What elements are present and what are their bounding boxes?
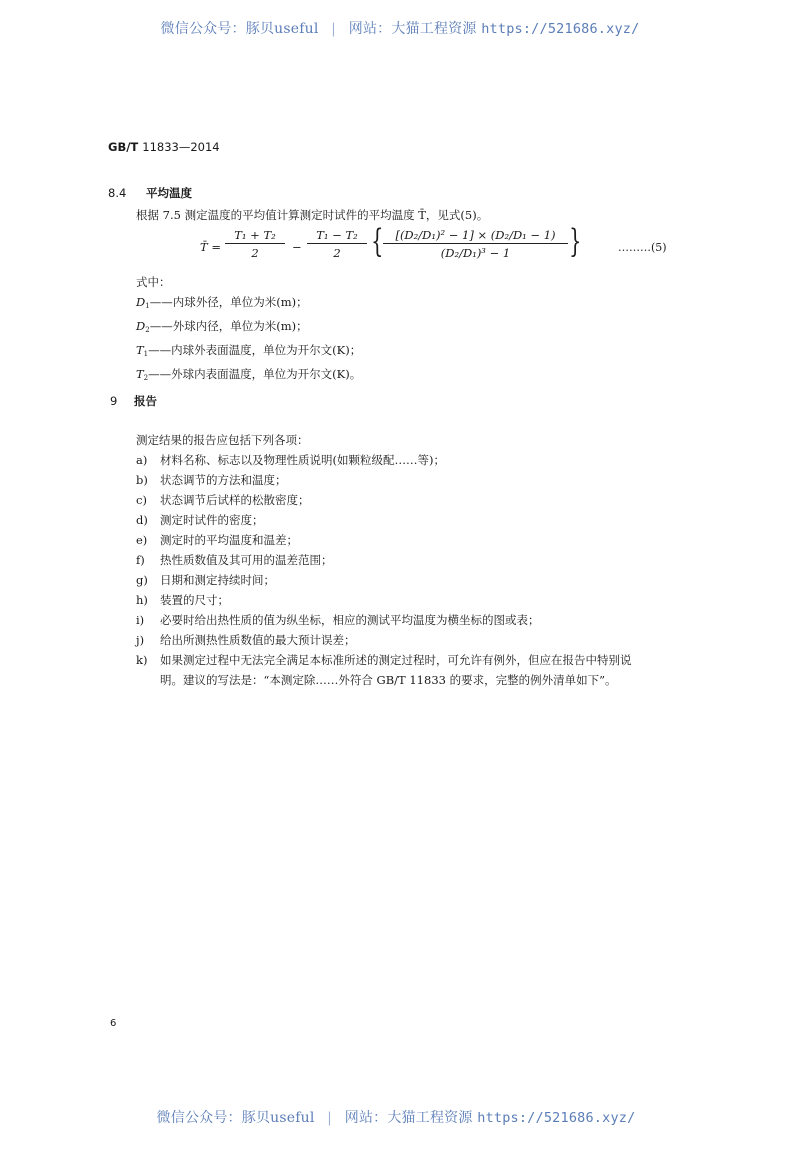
item-text: 必要时给出热性质的值为纵坐标，相应的测试平均温度为横坐标的图或表； [160, 613, 540, 627]
right-brace: } [569, 222, 582, 260]
item-label: i) [136, 613, 145, 627]
item-text: 热性质数值及其可用的温差范围； [160, 553, 333, 567]
item-label: c) [136, 493, 147, 507]
section-9-heading [110, 393, 157, 409]
watermark-url[interactable]: https://521686.xyz/ [477, 1110, 636, 1126]
list-item [136, 610, 632, 630]
list-item [136, 550, 632, 570]
watermark-site: 网站：大猫工程资源 [344, 1110, 473, 1126]
item-text: 给出所测热性质数值的最大预计误差； [160, 633, 356, 647]
item-text: 装置的尺寸； [160, 593, 229, 607]
watermark-site: 网站：大猫工程资源 [348, 21, 477, 37]
def-symbol: D [136, 319, 146, 333]
list-item [136, 450, 632, 470]
definition-d2 [136, 316, 361, 340]
standard-code [108, 140, 220, 154]
item-label: f) [136, 553, 145, 567]
def-dash: —— [149, 319, 173, 333]
item-text: 材料名称、标志以及物理性质说明(如颗粒级配……等)； [160, 453, 445, 467]
section-9-intro: 测定结果的报告应包括下列各项： [136, 433, 309, 447]
def-symbol: D [136, 295, 146, 309]
def-subscript: 1 [145, 302, 150, 310]
item-label: e) [136, 533, 148, 547]
term2-numerator: T₁ − T₂ [307, 228, 367, 244]
brace-numerator: [(D₂/D₁)² − 1] × (D₂/D₁ − 1) [395, 228, 556, 242]
formula-term1 [225, 228, 285, 260]
item-label: d) [136, 513, 148, 527]
list-item [136, 570, 632, 590]
list-item [136, 630, 632, 650]
definitions-list [136, 292, 361, 388]
term2-denominator: 2 [333, 246, 341, 260]
watermark-bottom [0, 1107, 796, 1127]
def-dash: —— [149, 295, 173, 309]
item-text: 状态调节的方法和温度； [160, 473, 287, 487]
item-text: 日期和测定持续时间； [160, 573, 275, 587]
formula-minus: − [292, 240, 302, 254]
definition-t2 [136, 364, 361, 388]
item-label: a) [136, 453, 148, 467]
report-items-list [136, 450, 632, 690]
standard-code-prefix: GB/T [108, 140, 139, 154]
formula-lhs: T̄ = [200, 240, 221, 254]
where-label: 式中： [136, 275, 171, 289]
left-brace: { [371, 222, 384, 260]
def-dash: —— [148, 367, 172, 381]
watermark-top [0, 18, 800, 38]
item-label: h) [136, 593, 148, 607]
list-item [136, 650, 632, 670]
list-item [136, 510, 632, 530]
section-number: 9 [110, 394, 118, 408]
formula-term2 [307, 228, 367, 260]
item-label: k) [136, 653, 148, 667]
formula-brace-fraction [383, 228, 568, 260]
def-symbol: T [136, 367, 144, 381]
watermark-separator: | [327, 1110, 333, 1126]
def-dash: —— [148, 343, 172, 357]
term1-numerator: T₁ + T₂ [225, 228, 285, 244]
definition-d1 [136, 292, 361, 316]
def-text: 内球外表面温度，单位为开尔文(K)； [171, 343, 362, 357]
formula-5 [195, 222, 695, 270]
brace-denominator: (D₂/D₁)³ − 1 [440, 246, 511, 260]
list-item-continuation [136, 670, 632, 690]
list-item [136, 490, 632, 510]
page-number: 6 [110, 1018, 117, 1029]
section-title: 平均温度 [146, 186, 193, 200]
section-8-4-intro: 根据 7.5 测定温度的平均值计算测定时试件的平均温度 T̄，见式(5)。 [136, 208, 489, 222]
item-text: 如果测定过程中无法完全满足本标准所述的测定过程时，可允许有例外，但应在报告中特别说 [160, 653, 632, 667]
list-item [136, 530, 632, 550]
def-subscript: 2 [145, 326, 150, 334]
equation-number: ………(5) [618, 241, 667, 254]
list-item [136, 590, 632, 610]
term1-denominator: 2 [251, 246, 259, 260]
item-text: 测定时试件的密度； [160, 513, 264, 527]
watermark-url[interactable]: https://521686.xyz/ [481, 21, 640, 37]
item-text: 状态调节后试样的松散密度； [160, 493, 310, 507]
section-number: 8.4 [108, 186, 127, 200]
watermark-wechat: 微信公众号：豚贝useful [156, 1110, 315, 1126]
def-text: 外球内表面温度，单位为开尔文(K)。 [171, 367, 362, 381]
definition-t1 [136, 340, 361, 364]
watermark-wechat: 微信公众号：豚贝useful [160, 21, 319, 37]
standard-code-number: 11833—2014 [142, 140, 220, 154]
section-8-4-heading [108, 185, 192, 201]
item-label: g) [136, 573, 148, 587]
item-label: b) [136, 473, 148, 487]
list-item [136, 470, 632, 490]
item-text-continuation: 明。建议的写法是：“本测定除……外符合 GB/T 11833 的要求，完整的例外清单如下”。 [160, 673, 617, 687]
def-subscript: 1 [143, 350, 149, 358]
def-text: 内球外径，单位为米(m)； [172, 295, 308, 309]
item-text: 测定时的平均温度和温差； [160, 533, 298, 547]
item-label: j) [136, 633, 145, 647]
def-text: 外球内径，单位为米(m)； [172, 319, 308, 333]
section-title: 报告 [134, 394, 158, 408]
def-symbol: T [136, 343, 144, 357]
watermark-separator: | [331, 21, 337, 37]
def-subscript: 2 [143, 374, 149, 382]
